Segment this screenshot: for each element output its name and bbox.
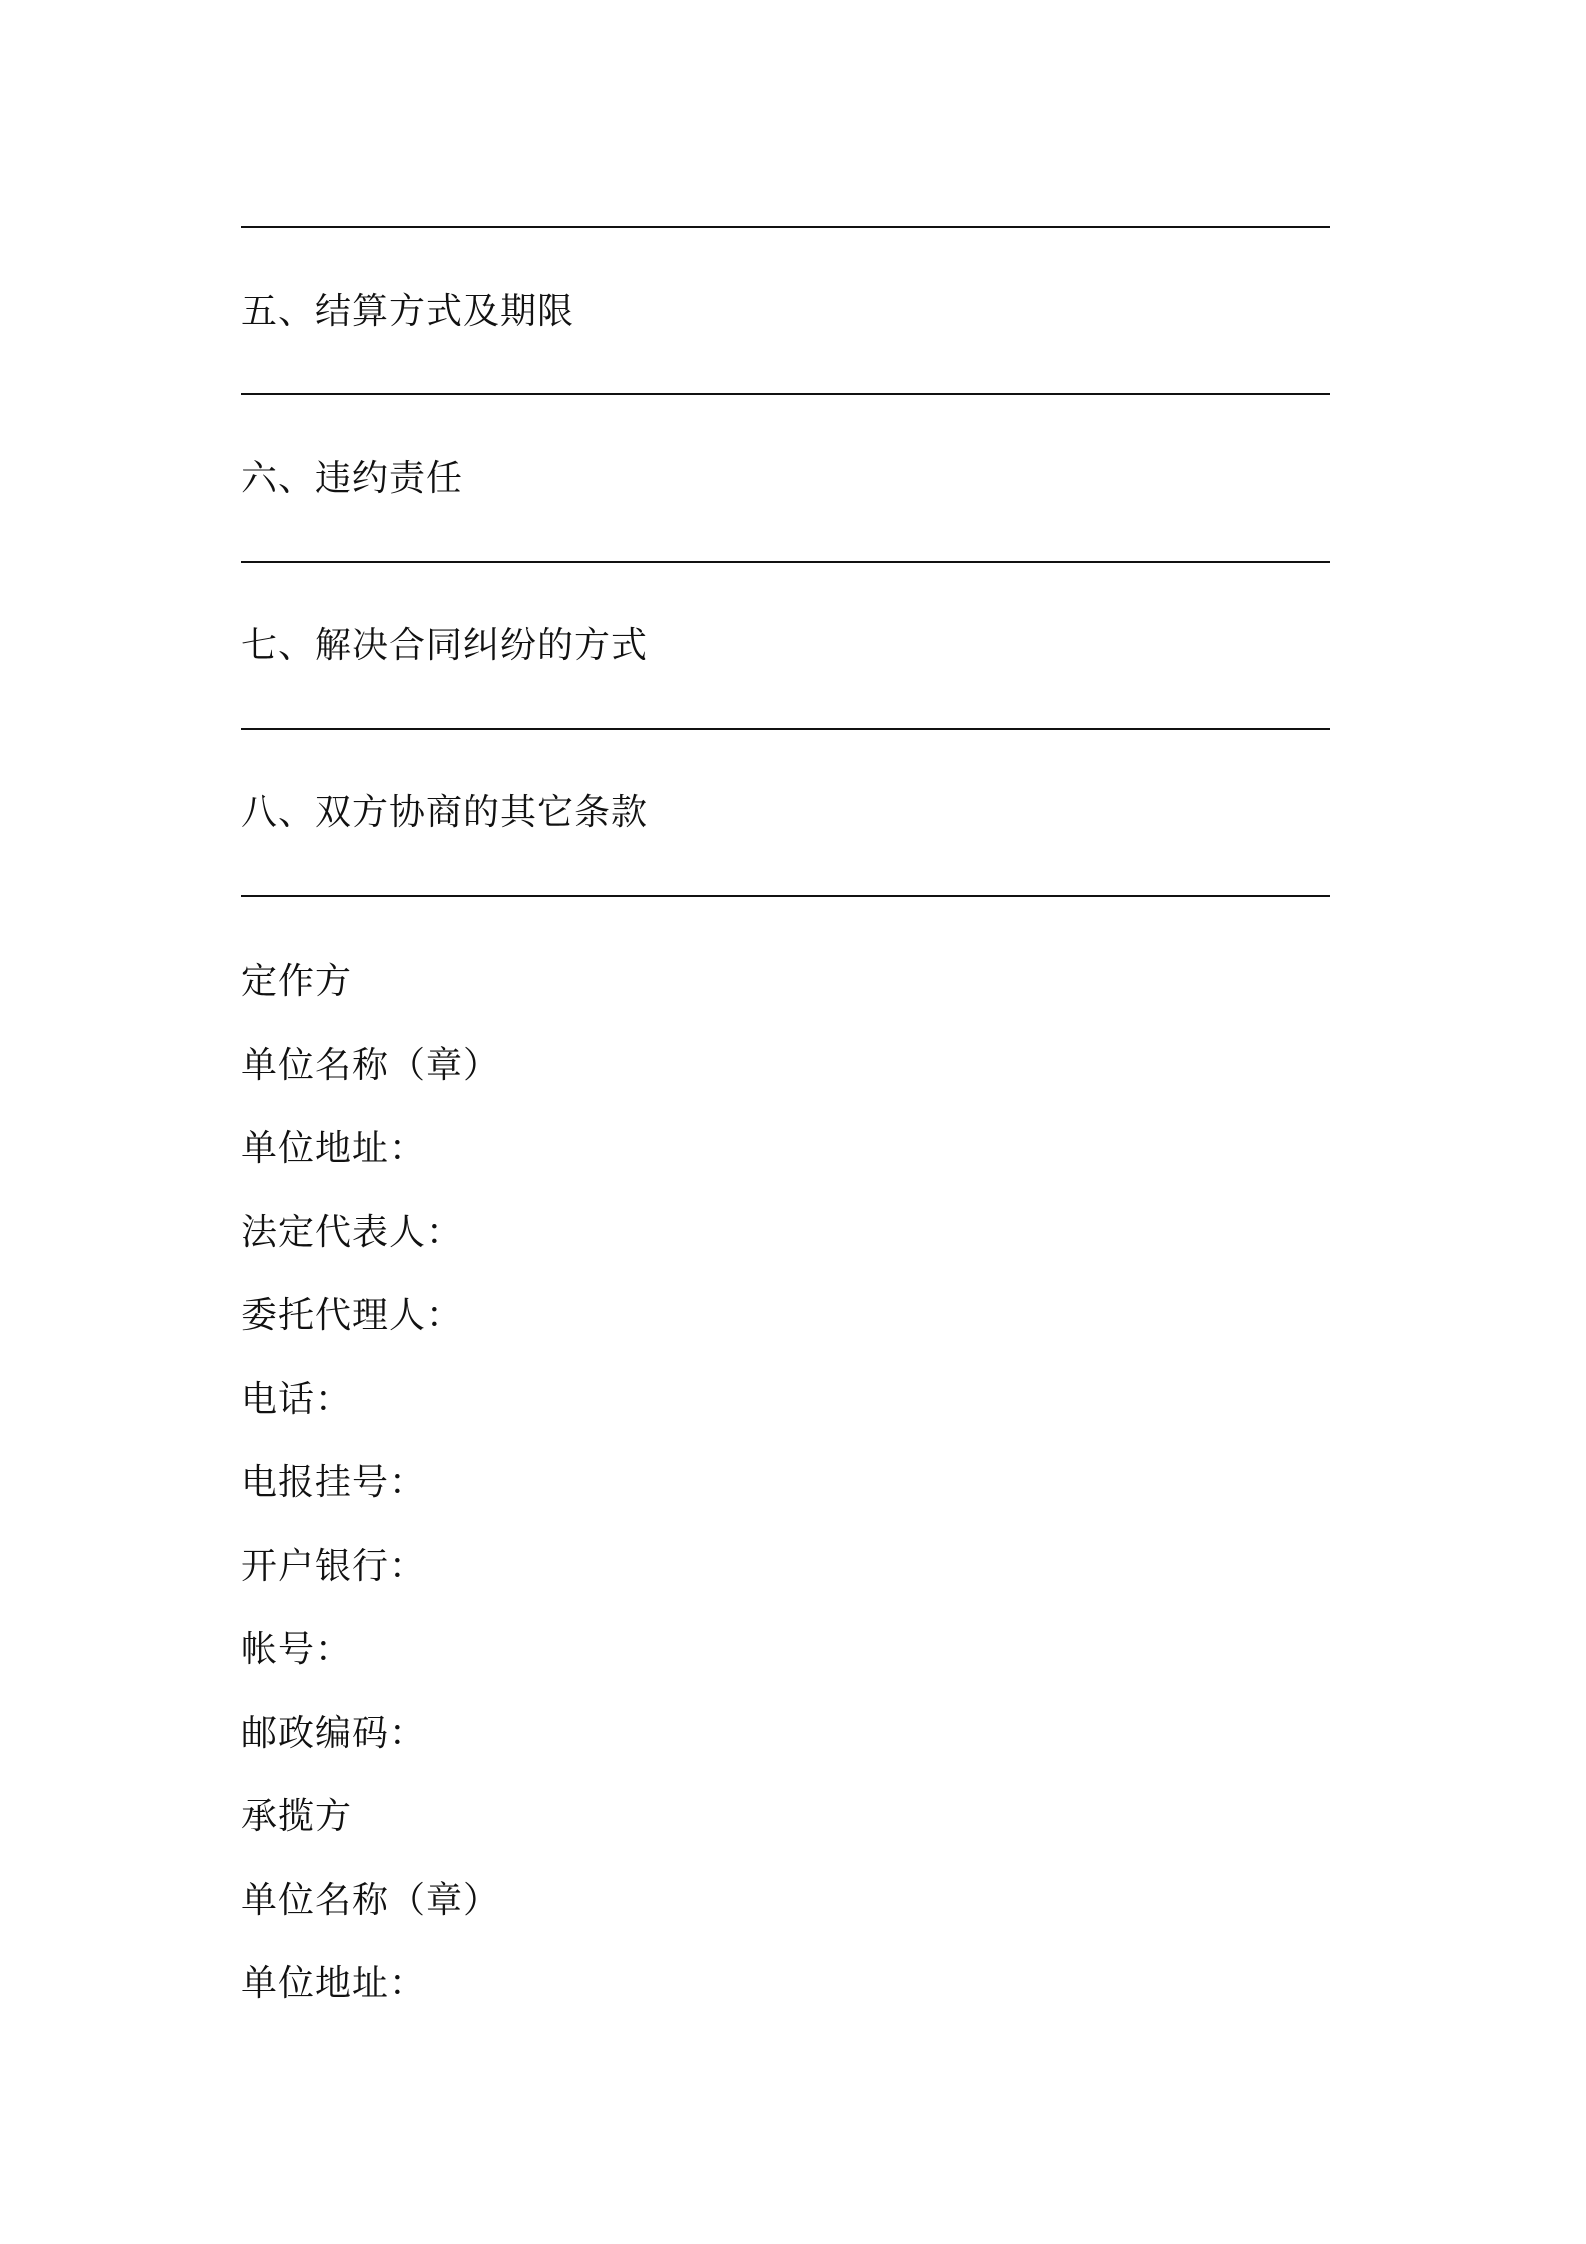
section-heading-dispute: 七、解决合同纠纷的方式 — [241, 625, 649, 666]
blank-line — [241, 226, 1330, 228]
blank-line — [241, 895, 1330, 897]
party-a-postcode: 邮政编码： — [241, 1713, 427, 1754]
party-a-bank: 开户银行： — [241, 1546, 427, 1587]
blank-line — [241, 561, 1330, 563]
party-b-company-name: 单位名称（章） — [241, 1880, 501, 1921]
section-heading-settlement: 五、结算方式及期限 — [241, 291, 575, 332]
party-a-phone: 电话： — [241, 1379, 353, 1420]
party-b-address: 单位地址： — [241, 1963, 427, 2004]
party-a-account: 帐号： — [241, 1629, 353, 1670]
section-heading-other-terms: 八、双方协商的其它条款 — [241, 792, 649, 833]
blank-line — [241, 393, 1330, 395]
party-a-legal-rep: 法定代表人： — [241, 1212, 464, 1253]
party-b-label: 承揽方 — [241, 1796, 353, 1837]
party-a-company-name: 单位名称（章） — [241, 1045, 501, 1086]
party-a-address: 单位地址： — [241, 1128, 427, 1169]
blank-line — [241, 728, 1330, 730]
party-a-telegraph: 电报挂号： — [241, 1462, 427, 1503]
party-a-label: 定作方 — [241, 961, 353, 1002]
section-heading-liability: 六、违约责任 — [241, 458, 464, 499]
party-a-agent: 委托代理人： — [241, 1295, 464, 1336]
